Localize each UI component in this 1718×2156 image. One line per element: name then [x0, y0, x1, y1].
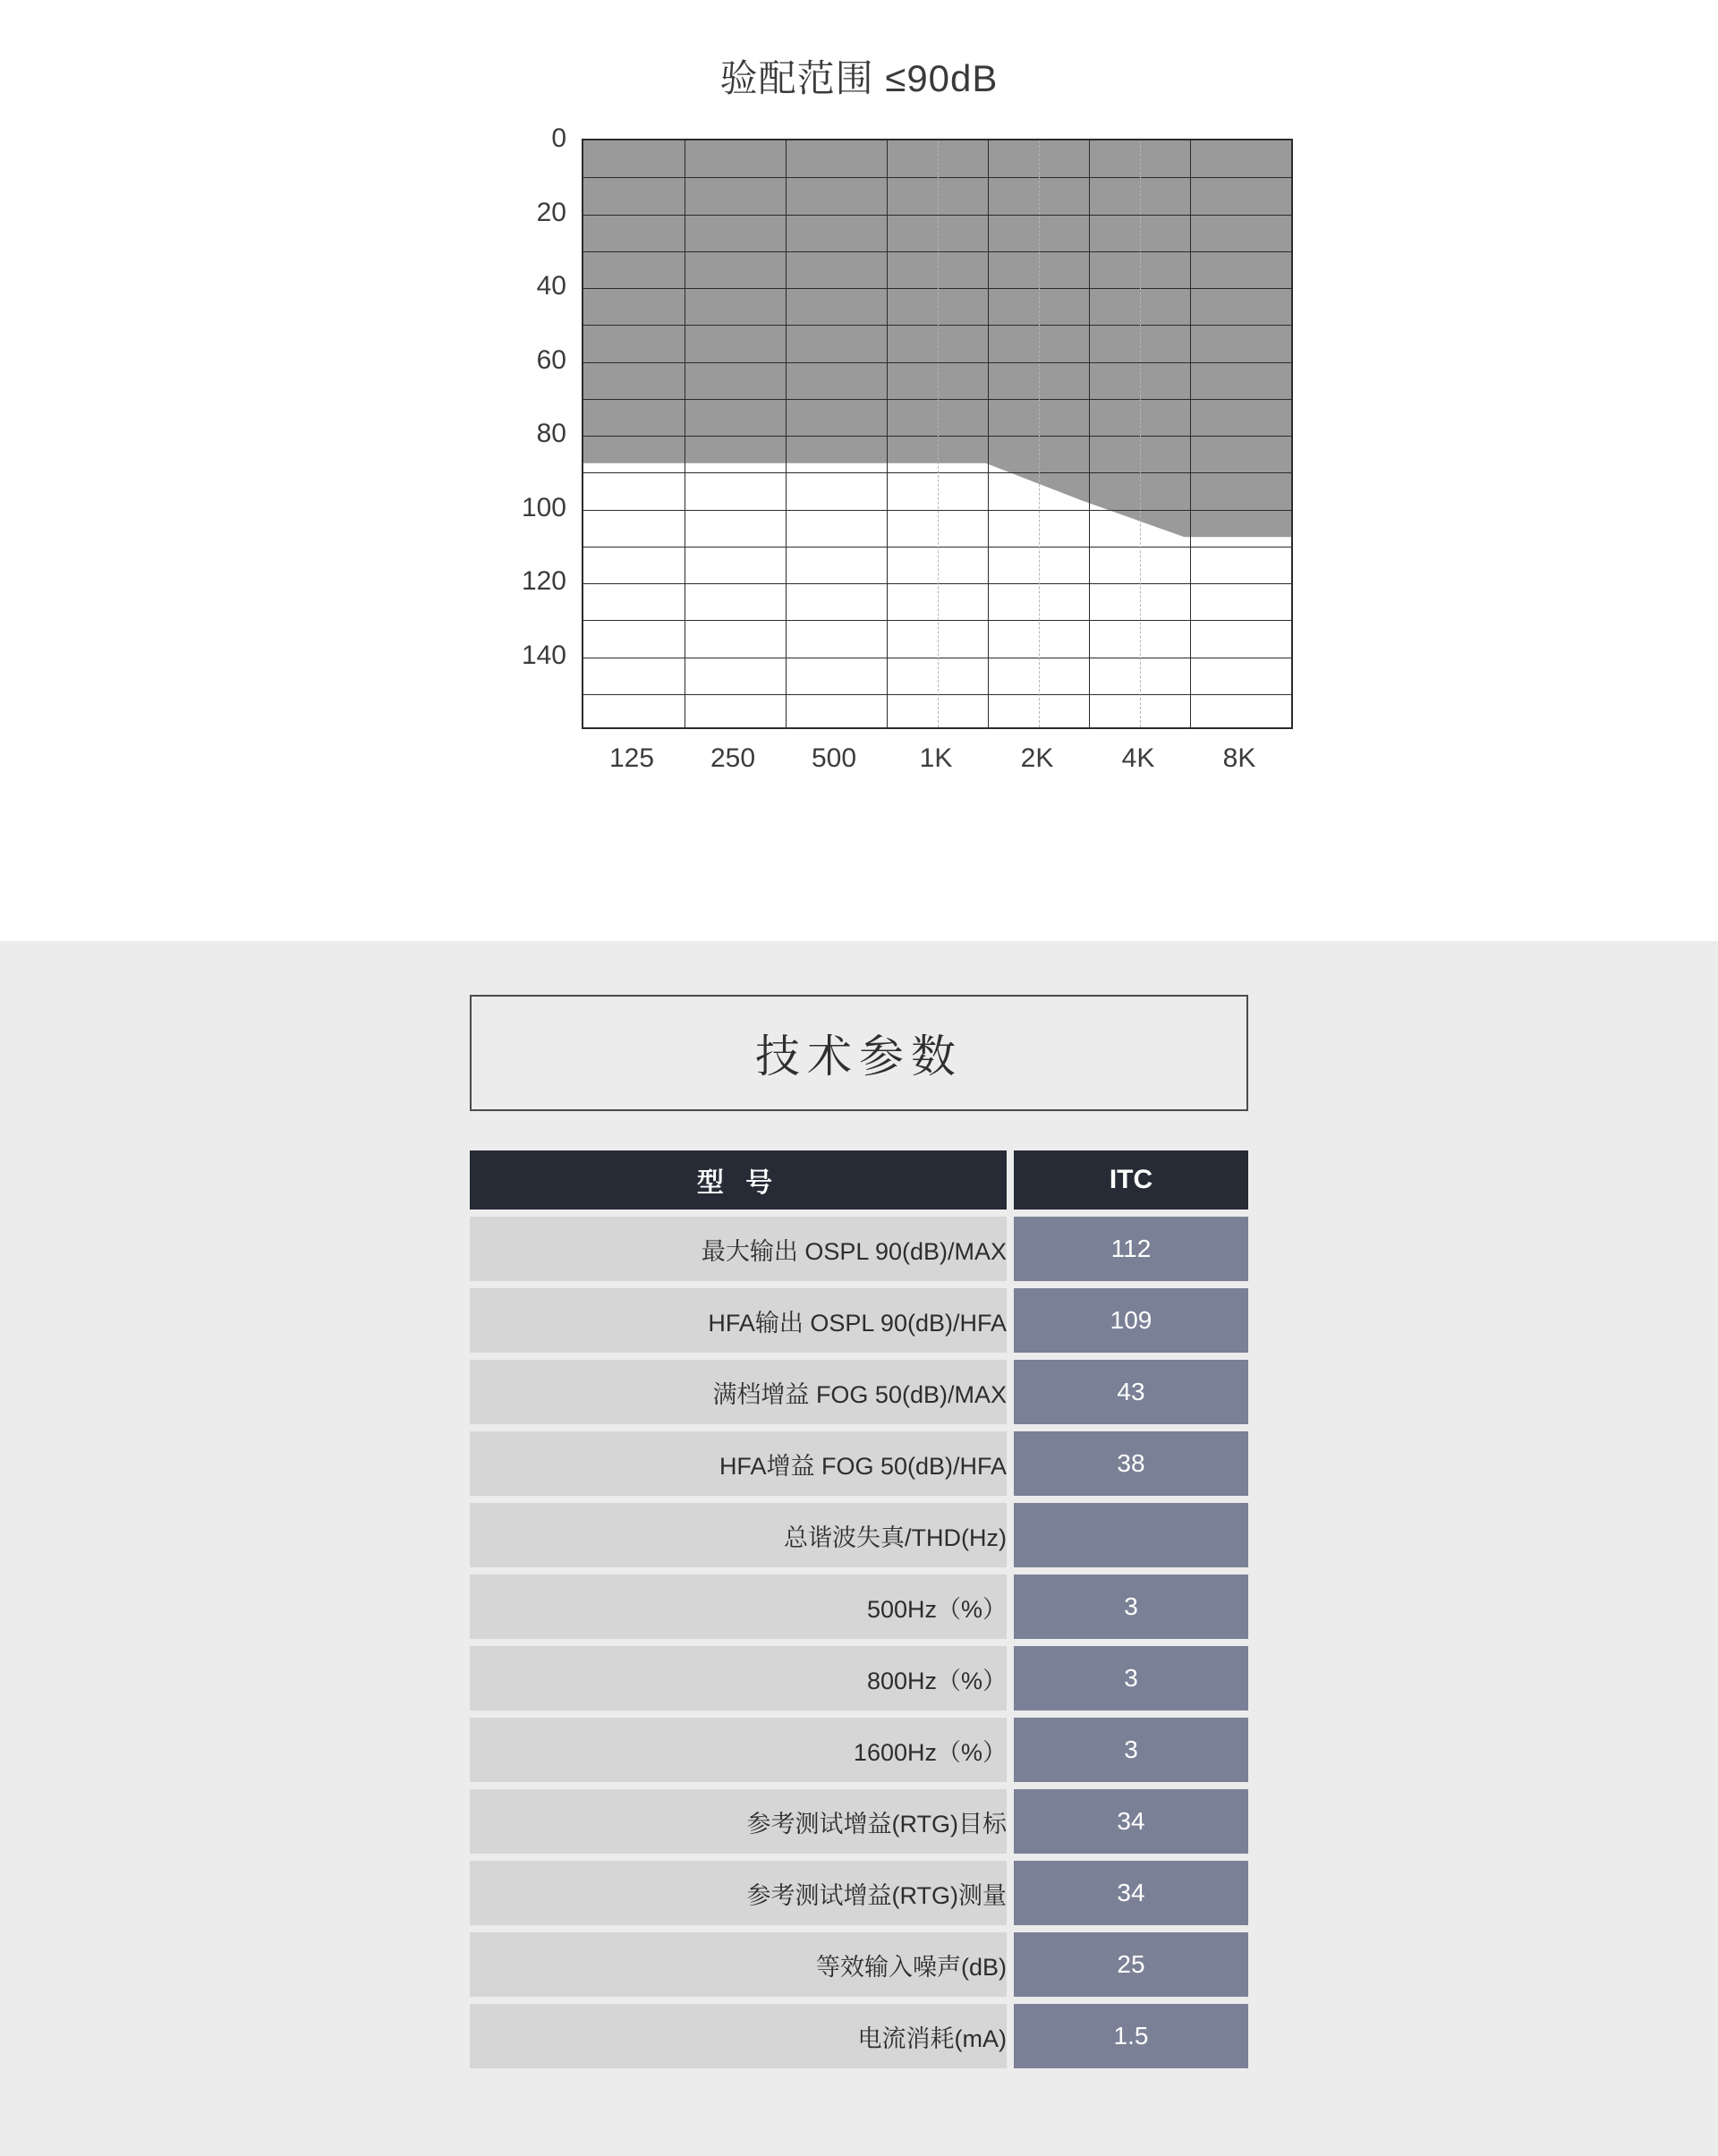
row-label: 电流消耗(mA)	[470, 2004, 1007, 2068]
chart-wrapper	[412, 123, 1306, 773]
gridline-v	[1089, 140, 1090, 727]
column-spacer	[1007, 2004, 1014, 2068]
gridline-v	[1190, 140, 1191, 727]
row-label: 1600Hz（%）	[470, 1718, 1007, 1782]
column-spacer	[1007, 1575, 1014, 1639]
column-spacer	[1007, 1503, 1014, 1567]
y-tick-label: 120	[521, 566, 566, 596]
column-spacer	[1007, 1932, 1014, 1997]
table-row	[470, 2004, 1248, 2068]
column-spacer	[1007, 1789, 1014, 1854]
row-label: 参考测试增益(RTG)测量	[470, 1861, 1007, 1925]
row-value: 25	[1014, 1932, 1248, 1997]
column-spacer	[1007, 1288, 1014, 1353]
column-spacer	[1007, 1431, 1014, 1496]
gridline-v	[887, 140, 888, 727]
table-row	[470, 1288, 1248, 1353]
table-row	[470, 1360, 1248, 1424]
row-label: 参考测试增益(RTG)目标	[470, 1789, 1007, 1854]
row-value: 3	[1014, 1646, 1248, 1710]
table-row	[470, 1217, 1248, 1281]
y-tick-label: 60	[536, 344, 566, 375]
x-tick-label: 250	[710, 743, 756, 773]
tech-spec-title-box	[470, 995, 1248, 1111]
row-label: 满档增益 FOG 50(dB)/MAX	[470, 1360, 1007, 1424]
tech-spec-title: 技术参数	[755, 1031, 963, 1082]
gridline-v-dashed-2k	[1039, 140, 1040, 727]
row-label: 800Hz（%）	[470, 1646, 1007, 1710]
row-value: 3	[1014, 1575, 1248, 1639]
plot-area	[521, 123, 1293, 773]
x-tick-label: 1K	[919, 743, 953, 773]
y-tick-label: 20	[536, 197, 566, 227]
table-row	[470, 1718, 1248, 1782]
column-spacer	[1007, 1360, 1014, 1424]
row-label: 总谐波失真/THD(Hz)	[470, 1503, 1007, 1567]
row-value	[1014, 1503, 1248, 1567]
column-spacer	[1007, 1646, 1014, 1710]
column-spacer	[1007, 1861, 1014, 1925]
tech-spec-section	[0, 941, 1718, 2156]
x-tick-label: 500	[811, 743, 857, 773]
gridline-v	[786, 140, 787, 727]
row-value: 34	[1014, 1861, 1248, 1925]
y-tick-label: 80	[536, 419, 566, 448]
row-value: 34	[1014, 1789, 1248, 1854]
row-value: 109	[1014, 1288, 1248, 1353]
row-value: 3	[1014, 1718, 1248, 1782]
row-label: HFA输出 OSPL 90(dB)/HFA	[470, 1288, 1007, 1353]
x-tick-label: 4K	[1121, 743, 1155, 773]
table-header-row	[470, 1150, 1248, 1210]
x-tick-label: 125	[608, 743, 655, 773]
gridline-v-dashed-4k	[1140, 140, 1141, 727]
header-model-value: ITC	[1014, 1150, 1248, 1210]
x-tick-label: 2K	[1020, 743, 1054, 773]
gridline-v	[988, 140, 989, 727]
row-value: 43	[1014, 1360, 1248, 1424]
tech-spec-table	[470, 1143, 1248, 2075]
header-model-label: 型 号	[470, 1150, 1007, 1210]
table-row	[470, 1503, 1248, 1567]
chart-title: 验配范围 ≤90dB	[719, 57, 999, 99]
y-tick-label: 40	[536, 271, 566, 301]
table-row	[470, 1932, 1248, 1997]
column-spacer	[1007, 1217, 1014, 1281]
tech-spec-inner	[470, 995, 1248, 2075]
row-label: HFA增益 FOG 50(dB)/HFA	[470, 1431, 1007, 1496]
column-spacer	[1007, 1718, 1014, 1782]
column-spacer	[1007, 1150, 1014, 1210]
plot-frame	[582, 139, 1293, 729]
table-row	[470, 1861, 1248, 1925]
row-value: 1.5	[1014, 2004, 1248, 2068]
table-row	[470, 1646, 1248, 1710]
x-tick-label: 8K	[1222, 743, 1256, 773]
row-label: 500Hz（%）	[470, 1575, 1007, 1639]
gridline-v-dashed-1k	[938, 140, 939, 727]
row-value: 112	[1014, 1217, 1248, 1281]
table-body	[470, 1217, 1248, 2068]
y-tick-label: 0	[551, 123, 566, 153]
table-row	[470, 1431, 1248, 1496]
table-row	[470, 1789, 1248, 1854]
y-tick-label: 100	[521, 492, 566, 522]
row-label: 最大输出 OSPL 90(dB)/MAX	[470, 1217, 1007, 1281]
y-tick-label: 140	[521, 640, 566, 670]
table-row	[470, 1575, 1248, 1639]
row-value: 38	[1014, 1431, 1248, 1496]
fitting-range-chart-section	[0, 0, 1718, 941]
row-label: 等效输入噪声(dB)	[470, 1932, 1007, 1997]
